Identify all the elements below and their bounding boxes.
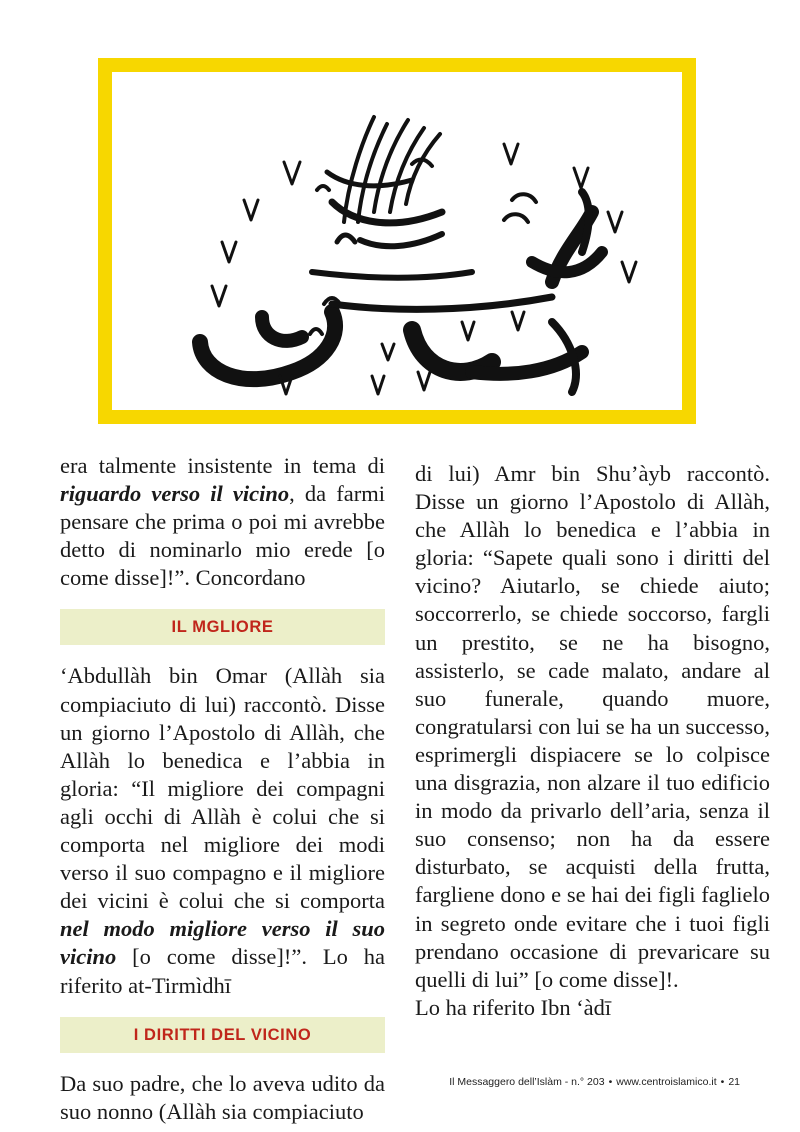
- page-footer: [449, 1076, 740, 1088]
- section-heading: IL MGLIORE: [60, 609, 385, 645]
- paragraph-text: ‘Abdullàh bin Omar (Allàh sia compiaciuto di lui) raccontò. Disse un giorno l’Apostolo di Allàh, che Allàh lo benedica e l’abbia in gloria: “Il migliore dei compagni agli occhi di Allàh è colui che si comporta nel migliore dei modi verso il suo compagno e il migliore dei vicini è colui che si comporta: [60, 663, 385, 914]
- calligraphy-banner: [98, 58, 696, 424]
- paragraph-text: , da farmi pensare che prima o poi mi avrebbe detto di nominarlo mio erede [o come disse]!”. Concordano: [60, 481, 385, 591]
- publication-name: Il Messaggero dell’Islàm - n.° 203: [449, 1076, 605, 1088]
- emphasized-phrase: nel modo migliore verso il suo vicino: [60, 916, 385, 970]
- left-column: [60, 452, 385, 1126]
- emphasized-phrase: riguardo verso il vicino: [60, 481, 290, 507]
- section-heading: I DIRITTI DEL VICINO: [60, 1017, 385, 1053]
- page-number: 21: [728, 1076, 740, 1088]
- separator: •: [608, 1076, 613, 1088]
- paragraph: Da suo padre, che lo aveva udito da suo nonno (Allàh sia compiaciuto: [60, 1070, 385, 1124]
- separator: •: [720, 1076, 725, 1088]
- website-link[interactable]: www.centroislamico.it: [616, 1076, 717, 1088]
- right-column: [415, 460, 770, 1022]
- paragraph: di lui) Amr bin Shu’àyb raccontò. Disse un giorno l’Apostolo di Allàh, che Allàh lo benedica e l’abbia in gloria: “Sapete quali sono i diritti del vicino? Aiutarlo, se chiede aiuto; soccorrerlo, se chiede soccorso, fargli un prestito, se ne ha bisogno, assisterlo, se cade malato, andare al suo funerale, quando muore, congratularsi con lui se ha un successo, esprimergli dispiacere se lo colpisce una disgrazia, non alzare il tuo edificio in modo da privarlo dell’aria, senza il suo consenso; non ha da essere disturbato, se acquisti della frutta, fargliene dono e se hai dei figli faglielo in segreto onde evitare che i tuoi figli prendano occasione di prevaricare su quelli di lui” [o come disse]!.: [415, 461, 770, 992]
- paragraph-text: era talmente insistente in tema di: [60, 453, 385, 478]
- paragraph-text: [o come disse]!”. Lo ha riferito at-Tirmìdhī: [60, 944, 385, 998]
- paragraph: [60, 452, 385, 592]
- attribution: Lo ha riferito Ibn ‘àdī: [415, 994, 612, 1020]
- paragraph: [60, 662, 385, 999]
- arabic-calligraphy-image: [112, 72, 682, 410]
